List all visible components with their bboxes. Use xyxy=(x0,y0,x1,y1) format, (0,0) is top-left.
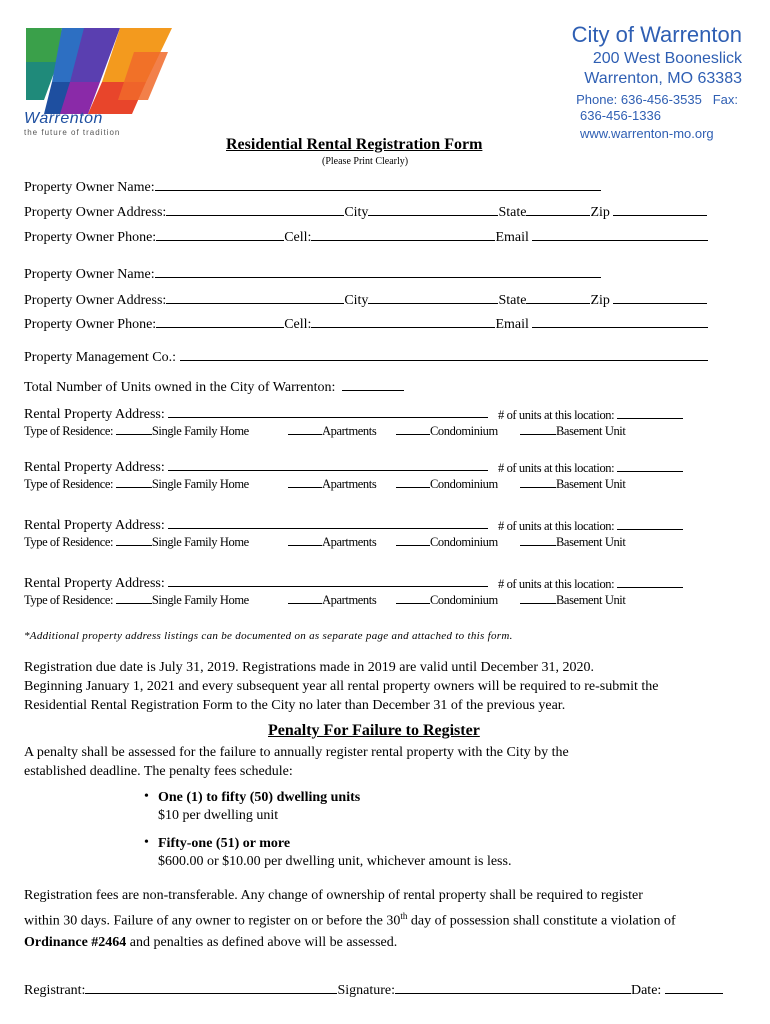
owner-phone-label: Property Owner Phone: xyxy=(24,230,157,245)
penalty-line-2: established deadline. The penalty fees schedule: xyxy=(24,764,293,779)
fees-superscript: th xyxy=(400,911,408,921)
date-field[interactable] xyxy=(665,980,723,994)
rental-address-label: Rental Property Address: xyxy=(24,460,165,475)
total-units-label: Total Number of Units owned in the City of Warrenton: xyxy=(24,380,336,395)
condominium-label: Condominium xyxy=(430,535,498,549)
type-of-residence-label: Type of Residence: xyxy=(24,424,114,438)
rental-block-1 xyxy=(24,404,744,440)
fees-line-2a: within 30 days. Failure of any owner to register on or before the 30 xyxy=(24,913,401,929)
fees-line-2b: day of possession shall constitute a violation of xyxy=(407,913,676,929)
single-family-label: Single Family Home xyxy=(151,535,249,549)
rental1-single-family-check[interactable] xyxy=(116,423,152,435)
rental4-apartments-check[interactable] xyxy=(288,592,322,604)
single-family-label: Single Family Home xyxy=(151,477,249,491)
rental3-single-family-check[interactable] xyxy=(116,534,152,546)
bullet-1-desc: $10 per dwelling unit xyxy=(158,808,279,823)
rental4-units-field[interactable] xyxy=(617,574,683,588)
registration-line-3: Residential Rental Registration Form to the City no later than December 31 of the previous year. xyxy=(24,698,566,713)
owner2-phone-row xyxy=(24,314,708,333)
state-label: State xyxy=(498,293,527,308)
zip-label: Zip xyxy=(590,293,610,308)
rental4-basement-check[interactable] xyxy=(520,592,556,604)
fees-line-1: Registration fees are non-transferable. Any change of ownership of rental property shall be required to register xyxy=(24,888,643,903)
owner-name-label: Property Owner Name: xyxy=(24,180,155,195)
owner1-state-field[interactable] xyxy=(526,202,590,216)
type-of-residence-label: Type of Residence: xyxy=(24,477,114,491)
owner1-email-field[interactable] xyxy=(532,227,708,241)
city-fax-label: Fax: xyxy=(712,92,738,107)
bullet-1-title: One (1) to fifty (50) dwelling units xyxy=(158,790,361,805)
rental3-units-field[interactable] xyxy=(617,516,683,530)
type-of-residence-label: Type of Residence: xyxy=(24,535,114,549)
fees-paragraph xyxy=(24,885,676,953)
owner1-zip-field[interactable] xyxy=(613,202,707,216)
rental-block-2 xyxy=(24,457,744,493)
owner2-address-row xyxy=(24,290,707,309)
city-label: City xyxy=(344,205,369,220)
owner2-state-field[interactable] xyxy=(526,290,590,304)
units-at-location-label: # of units at this location: xyxy=(498,577,615,591)
condominium-label: Condominium xyxy=(430,424,498,438)
rental1-condo-check[interactable] xyxy=(396,423,430,435)
basement-label: Basement Unit xyxy=(556,535,626,549)
owner1-phone-row xyxy=(24,227,708,246)
owner2-zip-field[interactable] xyxy=(613,290,707,304)
registration-line-2: Beginning January 1, 2021 and every subsequent year all rental property owners will be required to re-submit the xyxy=(24,679,659,694)
condominium-label: Condominium xyxy=(430,477,498,491)
single-family-label: Single Family Home xyxy=(151,424,249,438)
penalty-heading: Penalty For Failure to Register xyxy=(268,722,480,739)
city-address-line2: Warrenton, MO 63383 xyxy=(584,70,742,87)
cell-label: Cell: xyxy=(284,317,312,332)
units-at-location-label: # of units at this location: xyxy=(498,408,615,422)
management-row xyxy=(24,347,708,366)
owner2-email-field[interactable] xyxy=(532,314,708,328)
owner1-address-row xyxy=(24,202,707,221)
logo-wordmark: Warrenton xyxy=(24,110,103,127)
owner1-name-row xyxy=(24,177,601,196)
email-label: Email xyxy=(495,230,529,245)
fees-line-2 xyxy=(24,906,676,932)
rental3-basement-check[interactable] xyxy=(520,534,556,546)
owner2-name-row xyxy=(24,264,601,283)
owner1-phone-field[interactable] xyxy=(156,227,284,241)
basement-label: Basement Unit xyxy=(556,424,626,438)
city-phone: Phone: 636-456-3535 xyxy=(576,92,702,107)
apartments-label: Apartments xyxy=(322,477,377,491)
additional-listings-note: *Additional property address listings can be documented on as separate page and attached to this form. xyxy=(24,630,513,642)
penalty-paragraph xyxy=(24,743,569,781)
rental1-units-field[interactable] xyxy=(617,405,683,419)
fees-line-3 xyxy=(24,932,676,953)
owner2-phone-field[interactable] xyxy=(156,314,284,328)
rental1-basement-check[interactable] xyxy=(520,423,556,435)
rental2-apartments-check[interactable] xyxy=(288,476,322,488)
rental3-condo-check[interactable] xyxy=(396,534,430,546)
owner2-name-field[interactable] xyxy=(155,264,601,278)
bullet-2-desc: $600.00 or $10.00 per dwelling unit, whichever amount is less. xyxy=(158,854,512,869)
apartments-label: Apartments xyxy=(322,535,377,549)
owner-address-label: Property Owner Address: xyxy=(24,293,167,308)
city-fax: 636-456-1336 xyxy=(580,108,661,123)
penalty-bullet-1 xyxy=(144,790,360,824)
rental3-apartments-check[interactable] xyxy=(288,534,322,546)
warrenton-logo xyxy=(22,22,182,142)
rental1-address-field[interactable] xyxy=(168,404,488,418)
rental1-apartments-check[interactable] xyxy=(288,423,322,435)
owner-phone-label: Property Owner Phone: xyxy=(24,317,157,332)
owner2-address-field[interactable] xyxy=(166,290,344,304)
rental-block-3 xyxy=(24,515,744,551)
city-phone-line xyxy=(576,92,738,107)
bullet-2-title: Fifty-one (51) or more xyxy=(158,836,291,851)
rental4-address-field[interactable] xyxy=(168,573,488,587)
registrant-field[interactable] xyxy=(85,980,337,994)
cell-label: Cell: xyxy=(284,230,312,245)
date-label: Date: xyxy=(630,983,662,998)
rental2-single-family-check[interactable] xyxy=(116,476,152,488)
owner1-name-field[interactable] xyxy=(155,177,601,191)
city-address-line1: 200 West Booneslick xyxy=(592,50,742,67)
units-at-location-label: # of units at this location: xyxy=(498,519,615,533)
rental2-address-field[interactable] xyxy=(168,457,488,471)
logo-tagline: the future of tradition xyxy=(24,128,121,137)
bullet-icon: • xyxy=(144,835,149,850)
bullet-icon: • xyxy=(144,789,149,804)
fees-line-3-text: and penalties as defined above will be assessed. xyxy=(126,934,398,950)
form-subtitle: (Please Print Clearly) xyxy=(322,156,409,167)
city-name: City of Warrenton xyxy=(571,22,742,47)
registration-line-1: Registration due date is July 31, 2019. Registrations made in 2019 are valid until December 31, 2020. xyxy=(24,660,595,675)
form-title: Residential Rental Registration Form xyxy=(226,136,483,153)
rental4-condo-check[interactable] xyxy=(396,592,430,604)
condominium-label: Condominium xyxy=(430,593,498,607)
logo-mark-icon xyxy=(22,22,182,117)
total-units-row xyxy=(24,377,404,396)
rental4-single-family-check[interactable] xyxy=(116,592,152,604)
management-field[interactable] xyxy=(180,347,708,361)
registrant-label: Registrant: xyxy=(24,983,86,998)
apartments-label: Apartments xyxy=(322,593,377,607)
email-label: Email xyxy=(495,317,529,332)
rental-address-label: Rental Property Address: xyxy=(24,407,165,422)
signature-field[interactable] xyxy=(395,980,631,994)
rental2-basement-check[interactable] xyxy=(520,476,556,488)
signature-row xyxy=(24,980,723,999)
penalty-bullet-2 xyxy=(144,836,511,870)
owner2-city-field[interactable] xyxy=(368,290,498,304)
rental-address-label: Rental Property Address: xyxy=(24,518,165,533)
zip-label: Zip xyxy=(590,205,610,220)
ordinance-number: Ordinance #2464 xyxy=(24,934,127,950)
signature-label: Signature: xyxy=(337,983,395,998)
units-at-location-label: # of units at this location: xyxy=(498,461,615,475)
apartments-label: Apartments xyxy=(322,424,377,438)
type-of-residence-label: Type of Residence: xyxy=(24,593,114,607)
single-family-label: Single Family Home xyxy=(151,593,249,607)
total-units-field[interactable] xyxy=(342,377,404,391)
owner2-cell-field[interactable] xyxy=(311,314,495,328)
basement-label: Basement Unit xyxy=(556,477,626,491)
owner-name-label: Property Owner Name: xyxy=(24,267,155,282)
rental2-units-field[interactable] xyxy=(617,458,683,472)
rental-block-4 xyxy=(24,573,744,609)
city-label: City xyxy=(344,293,369,308)
penalty-line-1: A penalty shall be assessed for the failure to annually register rental property with the City by the xyxy=(24,745,569,760)
rental2-condo-check[interactable] xyxy=(396,476,430,488)
rental-address-label: Rental Property Address: xyxy=(24,576,165,591)
registration-paragraph xyxy=(24,658,658,715)
city-website[interactable]: www.warrenton-mo.org xyxy=(580,126,714,141)
management-label: Property Management Co.: xyxy=(24,350,177,365)
rental3-address-field[interactable] xyxy=(168,515,488,529)
owner1-cell-field[interactable] xyxy=(311,227,495,241)
owner1-address-field[interactable] xyxy=(166,202,344,216)
owner-address-label: Property Owner Address: xyxy=(24,205,167,220)
owner1-city-field[interactable] xyxy=(368,202,498,216)
state-label: State xyxy=(498,205,527,220)
basement-label: Basement Unit xyxy=(556,593,626,607)
